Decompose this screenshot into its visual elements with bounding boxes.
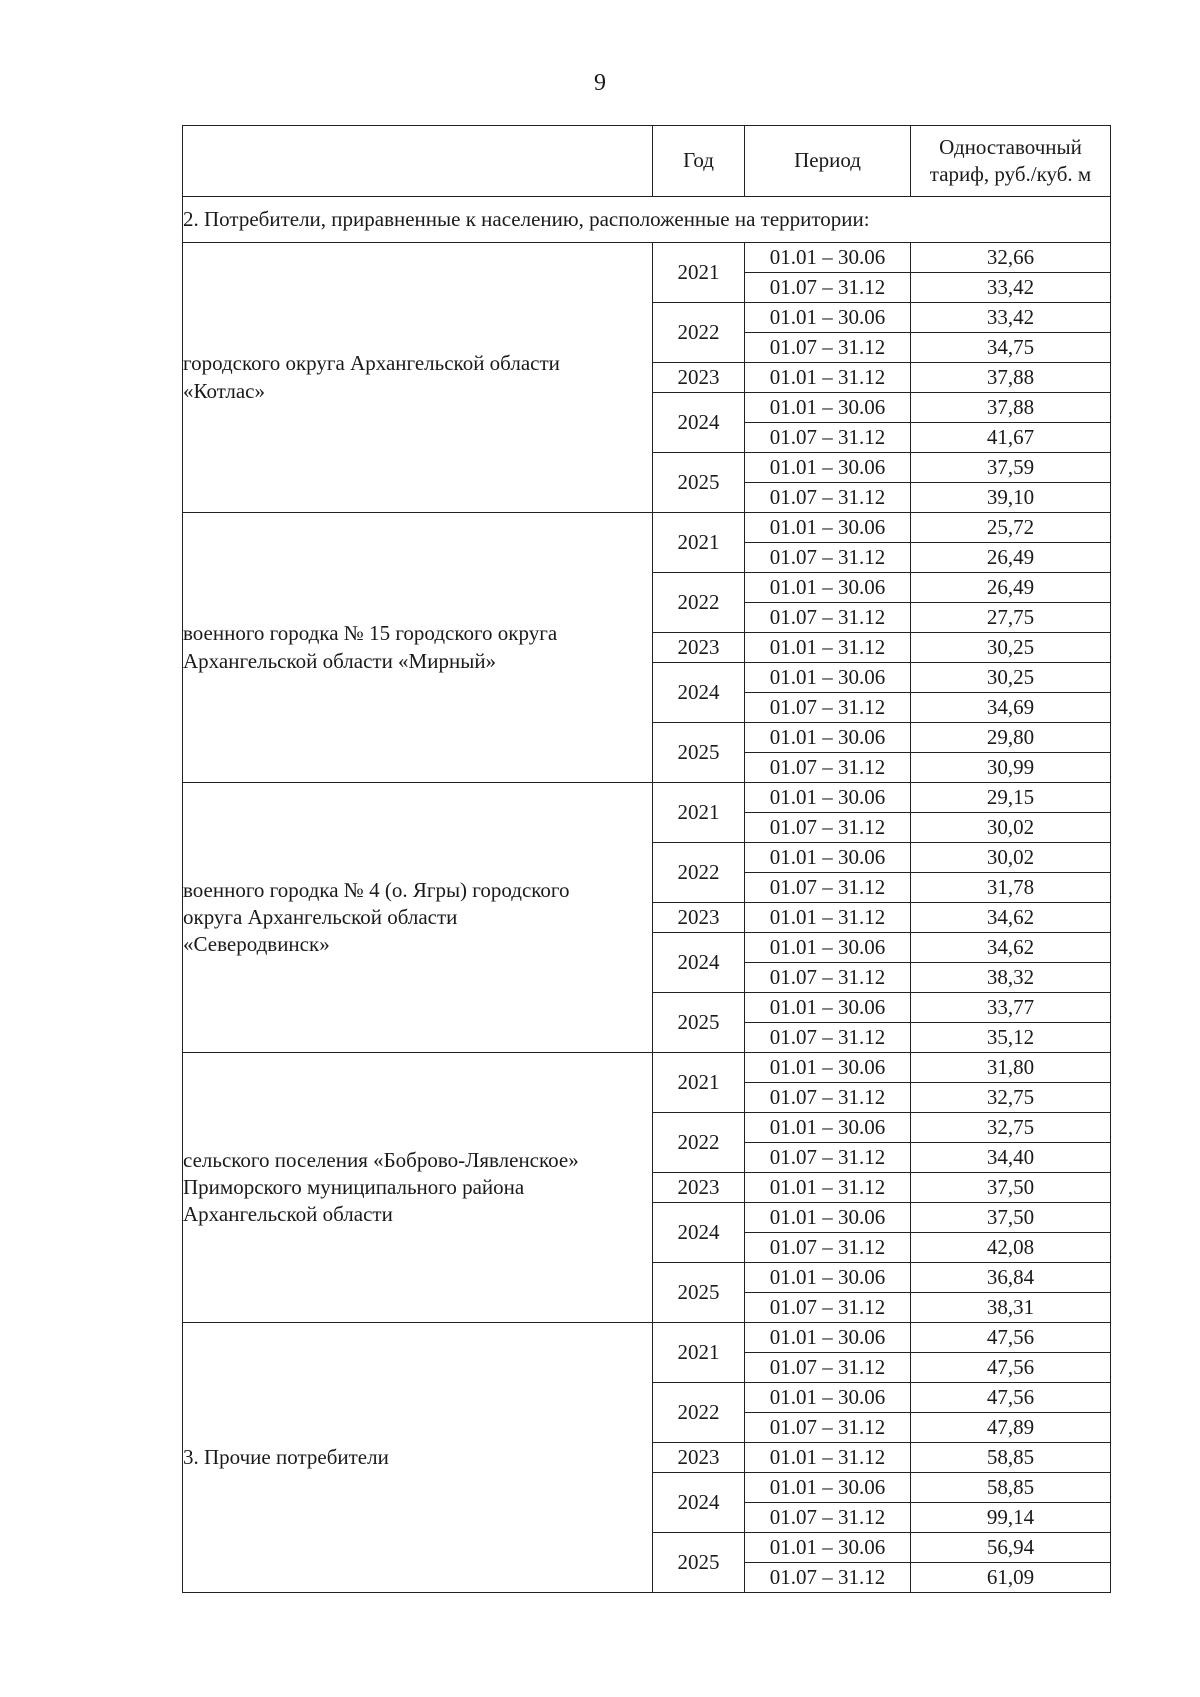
period-cell: 01.01 – 31.12 [745,1443,911,1473]
period-cell: 01.07 – 31.12 [745,1413,911,1443]
year-cell: 2021 [653,1053,745,1113]
region-line: городского округа Архангельской области [183,351,560,376]
region-cell [183,783,653,1053]
year-cell: 2023 [653,1443,745,1473]
period-cell: 01.07 – 31.12 [745,1353,911,1383]
period-cell: 01.01 – 30.06 [745,1203,911,1233]
region-line: Архангельской области «Мирный» [183,648,497,673]
year-cell: 2021 [653,1323,745,1383]
region-line: «Северодвинск» [183,932,330,957]
year-cell: 2023 [653,633,745,663]
table-row [183,513,1111,543]
year-cell: 2024 [653,1473,745,1533]
period-cell: 01.01 – 31.12 [745,633,911,663]
tariff-cell: 26,49 [911,573,1111,603]
tariff-cell: 38,31 [911,1293,1111,1323]
year-cell: 2023 [653,1173,745,1203]
tariff-cell: 27,75 [911,603,1111,633]
period-cell: 01.07 – 31.12 [745,1503,911,1533]
year-cell: 2021 [653,513,745,573]
tariff-cell: 30,25 [911,663,1111,693]
year-cell: 2022 [653,1383,745,1443]
period-cell: 01.07 – 31.12 [745,273,911,303]
tariff-cell: 37,59 [911,453,1111,483]
period-cell: 01.01 – 30.06 [745,453,911,483]
section-title: 2. Потребители, приравненные к населению, расположенные на территории: [183,197,1111,243]
period-cell: 01.01 – 30.06 [745,933,911,963]
header-year: Год [653,126,745,197]
period-cell: 01.01 – 31.12 [745,1173,911,1203]
year-cell: 2021 [653,783,745,843]
period-cell: 01.07 – 31.12 [745,543,911,573]
tariff-cell: 26,49 [911,543,1111,573]
period-cell: 01.01 – 30.06 [745,243,911,273]
tariff-cell: 37,50 [911,1173,1111,1203]
year-cell: 2025 [653,1263,745,1323]
region-cell [183,513,653,783]
year-cell: 2023 [653,903,745,933]
period-cell: 01.07 – 31.12 [745,483,911,513]
tariff-cell: 34,62 [911,933,1111,963]
tariff-cell: 30,02 [911,843,1111,873]
tariff-cell: 35,12 [911,1023,1111,1053]
region-line: округа Архангельской области [183,904,458,929]
tariff-cell: 30,99 [911,753,1111,783]
tariff-cell: 37,88 [911,393,1111,423]
table-row [183,1323,1111,1353]
year-cell: 2023 [653,363,745,393]
period-cell: 01.01 – 30.06 [745,1263,911,1293]
tariff-cell: 29,15 [911,783,1111,813]
year-cell: 2024 [653,663,745,723]
region-line: Архангельской области [183,1202,393,1227]
period-cell: 01.07 – 31.12 [745,1233,911,1263]
period-cell: 01.01 – 30.06 [745,573,911,603]
year-cell: 2025 [653,723,745,783]
period-cell: 01.01 – 30.06 [745,1053,911,1083]
tariff-cell: 30,02 [911,813,1111,843]
period-cell: 01.07 – 31.12 [745,1563,911,1593]
tariff-cell: 31,78 [911,873,1111,903]
period-cell: 01.01 – 30.06 [745,1323,911,1353]
page-number: 9 [594,70,606,96]
period-cell: 01.07 – 31.12 [745,813,911,843]
tariff-cell: 34,40 [911,1143,1111,1173]
tariff-cell: 56,94 [911,1533,1111,1563]
header-tariff-line2: тариф, руб./куб. м [929,162,1092,186]
tariff-cell: 33,42 [911,273,1111,303]
tariff-cell: 61,09 [911,1563,1111,1593]
period-cell: 01.01 – 31.12 [745,363,911,393]
region-cell [183,1053,653,1323]
tariff-cell: 38,32 [911,963,1111,993]
period-cell: 01.01 – 31.12 [745,903,911,933]
year-cell: 2024 [653,393,745,453]
period-cell: 01.07 – 31.12 [745,1143,911,1173]
header-region [183,126,653,197]
year-cell: 2024 [653,1203,745,1263]
period-cell: 01.01 – 30.06 [745,663,911,693]
header-period: Период [745,126,911,197]
year-cell: 2025 [653,453,745,513]
period-cell: 01.07 – 31.12 [745,753,911,783]
year-cell: 2022 [653,573,745,633]
region-line: «Котлас» [183,378,265,403]
period-cell: 01.01 – 30.06 [745,1533,911,1563]
region-cell [183,243,653,513]
period-cell: 01.01 – 30.06 [745,783,911,813]
tariff-cell: 37,50 [911,1203,1111,1233]
tariff-cell: 25,72 [911,513,1111,543]
table-row [183,783,1111,813]
tariff-cell: 32,75 [911,1083,1111,1113]
tariff-cell: 29,80 [911,723,1111,753]
tariff-cell: 58,85 [911,1443,1111,1473]
tariff-cell: 99,14 [911,1503,1111,1533]
tariff-cell: 58,85 [911,1473,1111,1503]
period-cell: 01.01 – 30.06 [745,1383,911,1413]
period-cell: 01.01 – 30.06 [745,993,911,1023]
tariff-cell: 47,56 [911,1323,1111,1353]
period-cell: 01.07 – 31.12 [745,1293,911,1323]
period-cell: 01.01 – 30.06 [745,1113,911,1143]
year-cell: 2021 [653,243,745,303]
region-line: военного городка № 4 (о. Ягры) городского [183,877,570,902]
table-header-row [183,126,1111,197]
region-cell [183,1323,653,1593]
period-cell: 01.01 – 30.06 [745,393,911,423]
section-row [183,197,1111,243]
period-cell: 01.07 – 31.12 [745,693,911,723]
tariff-cell: 36,84 [911,1263,1111,1293]
period-cell: 01.01 – 30.06 [745,303,911,333]
table-row [183,243,1111,273]
year-cell: 2022 [653,843,745,903]
period-cell: 01.07 – 31.12 [745,603,911,633]
header-tariff [911,126,1111,197]
region-line: Приморского муниципального района [183,1174,525,1199]
tariff-cell: 32,75 [911,1113,1111,1143]
tariff-cell: 39,10 [911,483,1111,513]
year-cell: 2025 [653,993,745,1053]
year-cell: 2022 [653,303,745,363]
table-row [183,1053,1111,1083]
tariff-cell: 34,69 [911,693,1111,723]
tariff-table [182,125,1111,1593]
tariff-cell: 32,66 [911,243,1111,273]
period-cell: 01.07 – 31.12 [745,1023,911,1053]
period-cell: 01.07 – 31.12 [745,333,911,363]
tariff-cell: 31,80 [911,1053,1111,1083]
tariff-cell: 34,75 [911,333,1111,363]
region-line: военного городка № 15 городского округа [183,621,558,646]
period-cell: 01.01 – 30.06 [745,513,911,543]
period-cell: 01.01 – 30.06 [745,843,911,873]
period-cell: 01.01 – 30.06 [745,723,911,753]
tariff-cell: 47,56 [911,1353,1111,1383]
period-cell: 01.07 – 31.12 [745,1083,911,1113]
tariff-cell: 33,77 [911,993,1111,1023]
year-cell: 2025 [653,1533,745,1593]
period-cell: 01.07 – 31.12 [745,873,911,903]
period-cell: 01.07 – 31.12 [745,423,911,453]
year-cell: 2022 [653,1113,745,1173]
tariff-cell: 33,42 [911,303,1111,333]
region-line: 3. Прочие потребители [183,1444,389,1469]
period-cell: 01.01 – 30.06 [745,1473,911,1503]
table-body [183,197,1111,1593]
tariff-cell: 47,89 [911,1413,1111,1443]
year-cell: 2024 [653,933,745,993]
tariff-cell: 41,67 [911,423,1111,453]
tariff-cell: 34,62 [911,903,1111,933]
tariff-cell: 30,25 [911,633,1111,663]
region-line: сельского поселения «Боброво-Лявленское» [183,1147,579,1172]
tariff-cell: 37,88 [911,363,1111,393]
tariff-cell: 47,56 [911,1383,1111,1413]
tariff-cell: 42,08 [911,1233,1111,1263]
period-cell: 01.07 – 31.12 [745,963,911,993]
header-tariff-line1: Одноставочный [939,134,1082,159]
